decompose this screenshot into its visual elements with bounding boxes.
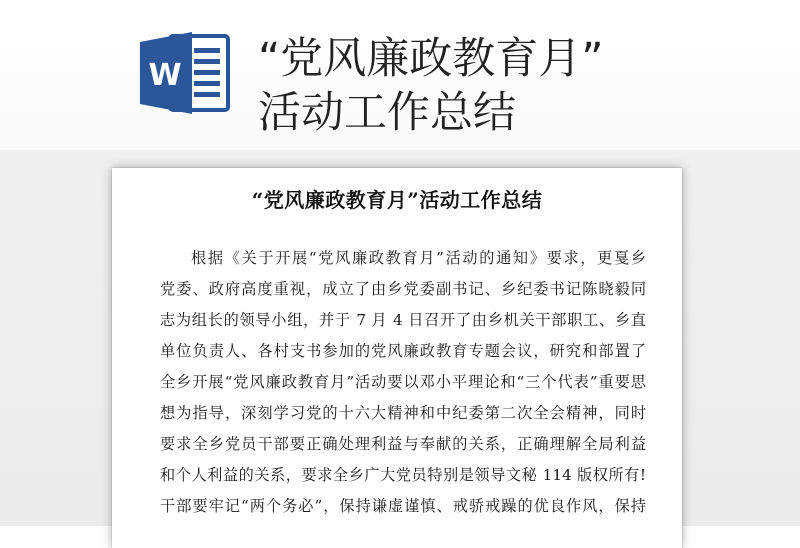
- document-body: [160, 243, 646, 522]
- document-line: 志为组长的领导小组，并于 7 月 4 日召开了由乡机关干部职工、乡直: [160, 311, 646, 329]
- document-line: 要求全乡党员干部要正确处理利益与奉献的关系，正确理解全局利益: [160, 435, 646, 453]
- page-title: [258, 32, 778, 140]
- document-line: 党委、政府高度重视，成立了由乡党委副书记、乡纪委书记陈晓毅同: [160, 280, 646, 298]
- page-title-line-1: “党风廉政教育月”: [258, 34, 604, 84]
- document-page: [112, 168, 682, 548]
- svg-text:W: W: [148, 58, 182, 93]
- document-line: 根据《关于开展“党风廉政教育月”活动的通知》要求，更戛乡: [191, 249, 646, 267]
- document-line: 干部要牢记“两个务必”，保持谦虚谨慎、戒骄戒躁的优良作风，保持: [160, 497, 646, 515]
- document-line: 想为指导，深刻学习党的十六大精神和中纪委第二次全会精神，同时: [160, 404, 646, 422]
- page-title-line-2: 活动工作总结: [258, 88, 516, 138]
- document-line: 和个人利益的关系，要求全乡广大党员特别是领导文秘 114 版权所有!: [160, 466, 646, 484]
- document-line: 全乡开展“党风廉政教育月”活动要以邓小平理论和“三个代表”重要思: [160, 373, 646, 391]
- word-document-icon: [134, 30, 234, 116]
- document-line: 单位负责人、各村支书参加的党风廉政教育专题会议，研究和部置了: [160, 342, 646, 360]
- header-banner: [0, 0, 800, 150]
- document-title: “党风廉政教育月”活动工作总结: [251, 188, 543, 212]
